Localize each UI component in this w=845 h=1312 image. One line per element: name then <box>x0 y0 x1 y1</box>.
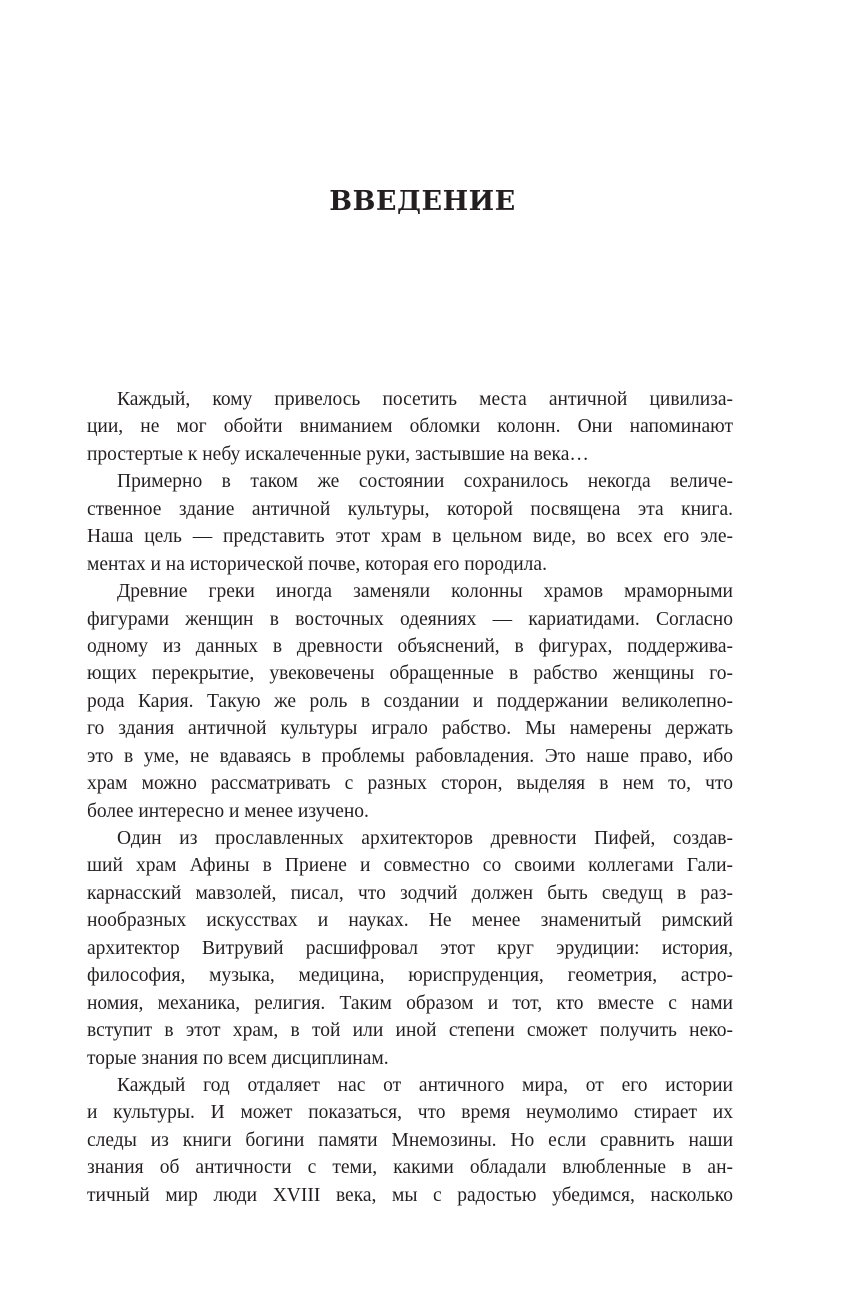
text-line: это в уме, не вдаваясь в проблемы рабовладения. Это наше право, ибо <box>87 745 733 767</box>
text-line: го здания античной культуры играло рабство. Мы намерены держать <box>87 718 733 740</box>
text-line: Один из прославленных архитекторов древности Пифей, создав- <box>117 828 733 849</box>
text-line: Примерно в таком же состоянии сохранилось некогда величе- <box>117 471 733 493</box>
paragraph <box>87 825 733 1072</box>
paragraph <box>87 1072 733 1209</box>
text-line: тичный мир люди XVIII века, мы с радостью убедимся, насколько <box>87 1184 733 1206</box>
chapter-title: ВВЕДЕНИЕ <box>329 186 516 217</box>
text-line: номия, механика, религия. Таким образом и тот, кто вместе с нами <box>87 992 733 1014</box>
text-line: Каждый, кому привелось посетить места античной цивилиза- <box>117 389 733 410</box>
text-line: ший храм Афины в Приене и совместно со своими коллегами Гали- <box>87 855 733 877</box>
text-line: карнасский мавзолей, писал, что зодчий должен быть сведущ в раз- <box>87 882 733 904</box>
text-line: ственное здание античной культуры, которой посвящена эта книга. <box>87 498 733 520</box>
text-line: храм можно рассматривать с разных сторон, выделяя в нем то, что <box>87 773 733 795</box>
text-line: более интересно и менее изучено. <box>87 800 369 822</box>
text-line: фигурами женщин в восточных одеяниях — кариатидами. Согласно <box>87 608 733 630</box>
text-line: рода Кария. Такую же роль в создании и поддержании великолепно- <box>87 690 733 712</box>
paragraph <box>87 386 733 468</box>
text-line: и культуры. И может показаться, что время неумолимо стирает их <box>87 1102 733 1124</box>
text-line: Древние греки иногда заменяли колонны храмов мраморными <box>117 581 733 603</box>
text-line: нообразных искусствах и науках. Не менее знаменитый римский <box>87 910 733 932</box>
text-line: ции, не мог обойти вниманием обломки колонн. Они напоминают <box>87 416 733 438</box>
text-line: архитектор Витрувий расшифровал этот круг эрудиции: история, <box>87 937 733 959</box>
text-line: следы из книги богини памяти Мнемозины. Но если сравнить наши <box>87 1129 733 1151</box>
text-line: Каждый год отдаляет нас от античного мира, от его истории <box>117 1074 733 1096</box>
text-line: торые знания по всем дисциплинам. <box>87 1047 389 1069</box>
text-line: ющих перекрытие, увековечены обращенные в рабство женщины го- <box>87 663 733 685</box>
text-line: вступит в этот храм, в той или иной степени сможет получить неко- <box>87 1020 733 1042</box>
paragraph <box>87 578 733 825</box>
paragraph <box>87 468 733 578</box>
text-line: Наша цель — представить этот храм в цельном виде, во всех его эле- <box>87 526 733 548</box>
text-line: ментах и на исторической почве, которая его породила. <box>87 553 547 575</box>
text-line: одному из данных в древности объяснений, в фигурах, поддержива- <box>87 635 733 657</box>
text-line: философия, музыка, медицина, юриспруденция, геометрия, астро- <box>87 965 733 987</box>
text-line: простертые к небу искалеченные руки, застывшие на века… <box>87 443 589 465</box>
chapter-body <box>87 386 733 1209</box>
text-line: знания об античности с теми, какими обладали влюбленные в ан- <box>87 1157 733 1179</box>
